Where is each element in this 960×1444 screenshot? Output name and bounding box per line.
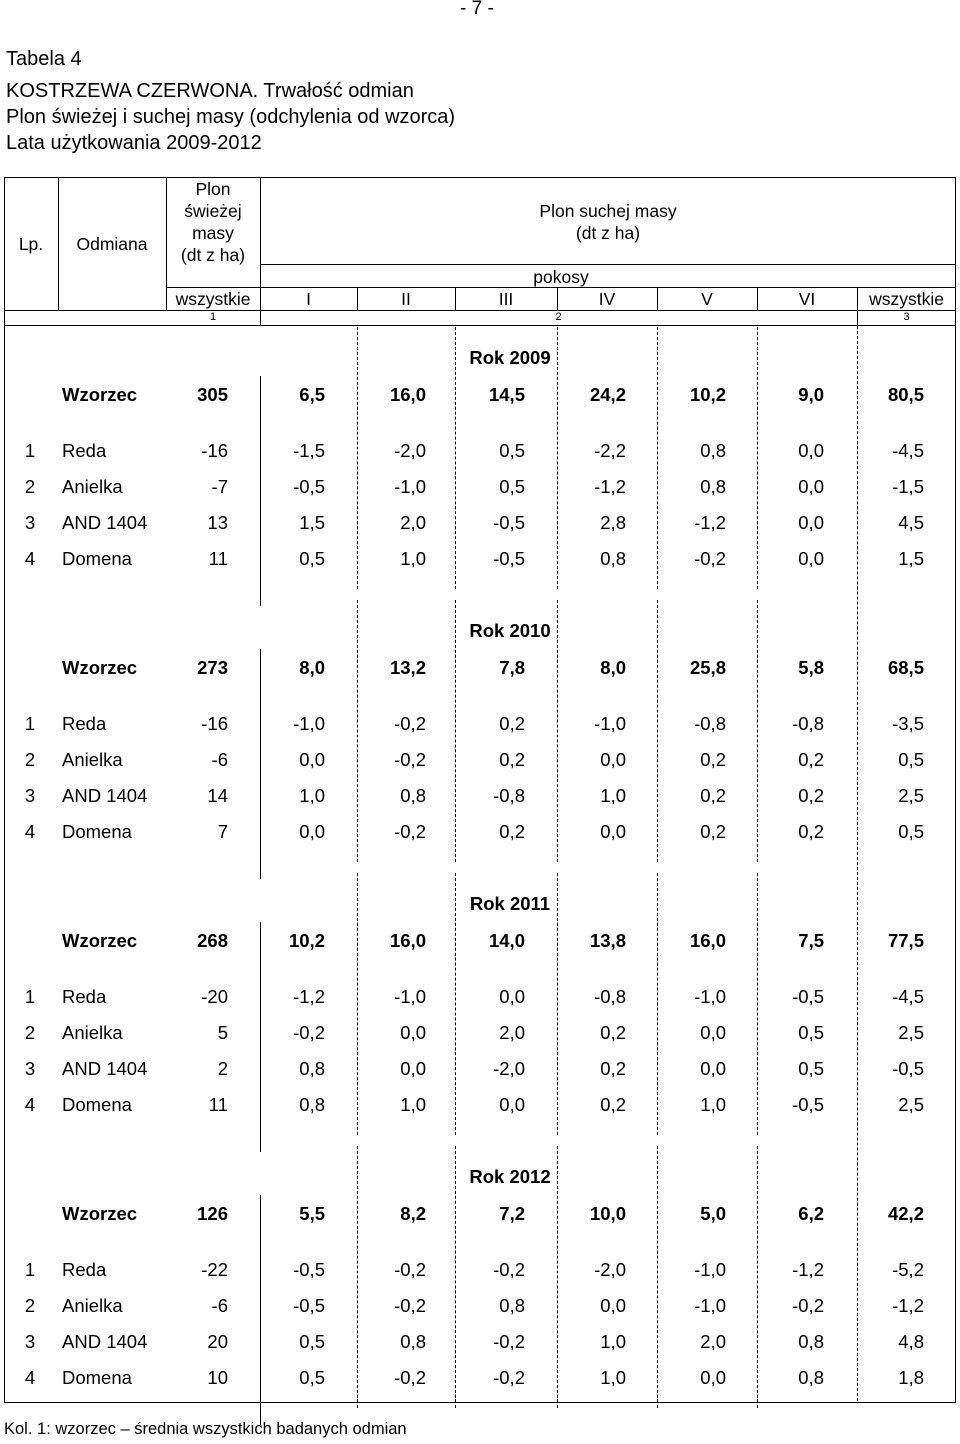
reference-name: Wzorzec: [62, 1203, 138, 1224]
variety-value: 0,8: [400, 1331, 426, 1352]
variety-value: 14: [207, 785, 228, 806]
variety-value: -0,8: [792, 713, 824, 734]
variety-value: 2,0: [400, 512, 426, 533]
variety-value: 2,5: [898, 1022, 924, 1043]
reference-value: 268: [197, 930, 228, 951]
variety-value: 11: [208, 1094, 228, 1115]
variety-value: 0,2: [798, 749, 824, 770]
header-rule-dry: [260, 264, 956, 265]
variety-value: 1,0: [299, 785, 325, 806]
variety-value: -2,0: [394, 440, 426, 461]
footnote: Kol. 1: wzorzec – średnia wszystkich badanych odmian: [4, 1420, 407, 1438]
reference-value: 14,5: [488, 384, 525, 405]
variety-value: 1,0: [400, 548, 426, 569]
variety-value: 1,0: [600, 1331, 626, 1352]
reference-value: 7,5: [798, 930, 824, 951]
variety-value: 0,8: [400, 785, 426, 806]
variety-value: 0,8: [499, 1295, 525, 1316]
header-cut-fresh-all: wszystkie: [175, 289, 251, 309]
variety-value: -0,2: [694, 548, 726, 569]
variety-value: -0,5: [293, 476, 325, 497]
year-heading: Rok 2010: [469, 620, 551, 641]
variety-value: 2,8: [600, 512, 626, 533]
row-number: 1: [24, 713, 36, 734]
variety-value: -1,2: [694, 512, 726, 533]
header-cut-cut-5: V: [701, 289, 713, 309]
variety-value: -1,0: [394, 476, 426, 497]
variety-value: 0,5: [499, 440, 525, 461]
variety-value: 0,0: [499, 986, 525, 1007]
reference-name: Wzorzec: [62, 930, 138, 951]
header-cut-cut-2: II: [401, 289, 411, 309]
variety-value: -0,5: [493, 548, 525, 569]
variety-value: -0,2: [493, 1331, 525, 1352]
variety-value: -0,5: [892, 1058, 924, 1079]
variety-value: 0,5: [798, 1058, 824, 1079]
variety-value: 0,8: [798, 1367, 824, 1388]
variety-name: Anielka: [62, 1022, 123, 1043]
variety-value: 0,5: [499, 476, 525, 497]
table-caption-number: Tabela 4: [6, 48, 82, 70]
variety-value: -1,2: [594, 476, 626, 497]
row-number: 2: [24, 1022, 36, 1043]
table-caption-subtitle: Plon świeżej i suchej masy (odchylenia od wzorca): [6, 106, 456, 128]
variety-value: -1,0: [594, 713, 626, 734]
variety-value: -0,5: [792, 986, 824, 1007]
variety-name: AND 1404: [62, 1331, 148, 1352]
variety-value: 0,2: [600, 1022, 626, 1043]
reference-value: 10,2: [288, 930, 325, 951]
variety-value: -0,8: [493, 785, 525, 806]
column-number-2: 2: [555, 311, 562, 323]
variety-value: -0,2: [394, 749, 426, 770]
variety-value: 0,0: [499, 1094, 525, 1115]
variety-value: -6: [211, 749, 228, 770]
variety-value: 0,5: [299, 1367, 325, 1388]
variety-name: Domena: [62, 548, 132, 569]
column-number-3: 3: [903, 311, 910, 323]
variety-value: 10: [207, 1367, 228, 1388]
variety-value: -1,0: [394, 986, 426, 1007]
variety-value: -1,2: [293, 986, 325, 1007]
variety-name: Anielka: [62, 1295, 123, 1316]
year-heading: Rok 2012: [469, 1166, 551, 1187]
page-number: - 7 -: [460, 0, 494, 19]
reference-value: 5,0: [700, 1203, 726, 1224]
variety-value: -1,0: [694, 986, 726, 1007]
header-cuttings: pokosy: [533, 267, 589, 287]
variety-value: 0,0: [600, 821, 626, 842]
row-number: 3: [24, 512, 36, 533]
column-number-1: 1: [209, 311, 217, 323]
variety-value: -4,5: [892, 986, 924, 1007]
variety-value: -1,5: [892, 476, 924, 497]
variety-value: 0,0: [700, 1058, 726, 1079]
variety-value: 0,2: [600, 1058, 626, 1079]
reference-value: 273: [197, 657, 228, 678]
reference-value: 5,8: [798, 657, 824, 678]
header-fresh-line1: Plon: [195, 179, 231, 199]
variety-value: -4,5: [892, 440, 924, 461]
variety-value: 1,0: [600, 1367, 626, 1388]
header-fresh-line4: (dt z ha): [180, 245, 246, 265]
variety-value: 1,5: [898, 548, 924, 569]
variety-value: -0,5: [493, 512, 525, 533]
variety-value: 0,0: [600, 1295, 626, 1316]
variety-value: -22: [201, 1259, 228, 1280]
variety-value: -0,8: [694, 713, 726, 734]
variety-name: Domena: [62, 1367, 132, 1388]
reference-value: 8,0: [299, 657, 325, 678]
reference-value: 68,5: [887, 657, 924, 678]
variety-value: 0,0: [798, 440, 824, 461]
variety-value: 0,0: [299, 749, 325, 770]
variety-value: 13: [207, 512, 228, 533]
variety-value: 1,0: [400, 1094, 426, 1115]
variety-name: Domena: [62, 1094, 132, 1115]
reference-value: 126: [197, 1203, 228, 1224]
variety-name: Reda: [62, 986, 107, 1007]
variety-value: 0,8: [299, 1058, 325, 1079]
variety-value: 11: [208, 548, 228, 569]
variety-value: -3,5: [892, 713, 924, 734]
variety-value: 0,2: [700, 821, 726, 842]
header-cut-cut-3: III: [498, 289, 514, 309]
variety-value: 0,2: [798, 821, 824, 842]
variety-value: 7: [217, 821, 228, 842]
variety-value: -0,5: [293, 1259, 325, 1280]
variety-value: -1,0: [293, 713, 325, 734]
variety-value: 0,2: [700, 749, 726, 770]
reference-value: 16,0: [689, 930, 726, 951]
year-heading: Rok 2011: [469, 893, 551, 914]
header-dry-line1: Plon suchej masy: [539, 201, 677, 221]
row-number: 1: [24, 1259, 36, 1280]
variety-value: -0,2: [394, 821, 426, 842]
row-number: 1: [24, 986, 36, 1007]
variety-value: -7: [211, 476, 228, 497]
reference-value: 14,0: [488, 930, 525, 951]
variety-value: -0,8: [594, 986, 626, 1007]
variety-name: AND 1404: [62, 785, 148, 806]
variety-value: -1,5: [293, 440, 325, 461]
reference-value: 8,2: [400, 1203, 426, 1224]
variety-value: 20: [207, 1331, 228, 1352]
variety-value: 2,0: [700, 1331, 726, 1352]
variety-value: 0,5: [299, 548, 325, 569]
reference-value: 305: [197, 384, 228, 405]
variety-value: 0,0: [400, 1022, 426, 1043]
variety-value: 0,2: [499, 713, 525, 734]
variety-value: -0,2: [394, 1295, 426, 1316]
reference-value: 13,8: [589, 930, 626, 951]
reference-value: 6,2: [798, 1203, 824, 1224]
variety-name: Anielka: [62, 476, 123, 497]
variety-value: -16: [201, 440, 228, 461]
variety-value: 0,8: [798, 1331, 824, 1352]
variety-value: 1,5: [299, 512, 325, 533]
variety-value: 0,0: [299, 821, 325, 842]
variety-value: 0,8: [700, 440, 726, 461]
variety-value: 0,0: [798, 476, 824, 497]
row-number: 3: [24, 785, 36, 806]
header-cut-cut-1: I: [306, 289, 311, 309]
variety-value: -0,2: [394, 713, 426, 734]
reference-value: 80,5: [887, 384, 924, 405]
table-caption-title: KOSTRZEWA CZERWONA. Trwałość odmian: [6, 80, 414, 102]
variety-name: AND 1404: [62, 512, 148, 533]
variety-value: 1,0: [600, 785, 626, 806]
variety-value: -0,2: [493, 1367, 525, 1388]
year-heading: Rok 2009: [469, 347, 551, 368]
header-rule-numbers: [4, 325, 956, 326]
reference-name: Wzorzec: [62, 657, 138, 678]
reference-value: 77,5: [887, 930, 924, 951]
reference-value: 16,0: [389, 930, 426, 951]
variety-value: 4,8: [898, 1331, 924, 1352]
variety-value: 0,5: [898, 749, 924, 770]
variety-value: 0,8: [700, 476, 726, 497]
row-number: 2: [24, 1295, 36, 1316]
row-number: 3: [24, 1331, 36, 1352]
variety-name: Reda: [62, 1259, 107, 1280]
variety-value: -0,2: [394, 1259, 426, 1280]
variety-value: 0,0: [400, 1058, 426, 1079]
variety-value: 2: [217, 1058, 228, 1079]
variety-value: 1,8: [898, 1367, 924, 1388]
variety-value: 0,2: [499, 821, 525, 842]
header-cut-cut-6: VI: [798, 289, 816, 309]
reference-value: 10,0: [589, 1203, 626, 1224]
header-variety: Odmiana: [76, 234, 148, 254]
variety-value: -0,5: [792, 1094, 824, 1115]
variety-value: -20: [201, 986, 228, 1007]
variety-value: 0,0: [600, 749, 626, 770]
row-number: 4: [24, 1094, 36, 1115]
variety-value: 1,0: [700, 1094, 726, 1115]
variety-value: 0,5: [299, 1331, 325, 1352]
variety-value: -2,0: [493, 1058, 525, 1079]
reference-value: 24,2: [589, 384, 626, 405]
reference-value: 7,8: [499, 657, 525, 678]
reference-value: 16,0: [389, 384, 426, 405]
variety-value: 0,2: [600, 1094, 626, 1115]
variety-value: 2,5: [898, 1094, 924, 1115]
row-number: 2: [24, 476, 36, 497]
row-number: 3: [24, 1058, 36, 1079]
variety-value: -2,2: [594, 440, 626, 461]
reference-value: 8,0: [600, 657, 626, 678]
variety-value: 0,5: [898, 821, 924, 842]
variety-value: 0,2: [700, 785, 726, 806]
variety-value: -1,0: [694, 1295, 726, 1316]
variety-value: -0,5: [293, 1295, 325, 1316]
variety-value: -0,2: [394, 1367, 426, 1388]
variety-value: 0,0: [798, 548, 824, 569]
table-caption-years: Lata użytkowania 2009-2012: [6, 132, 262, 154]
variety-value: -0,2: [493, 1259, 525, 1280]
variety-value: 0,8: [299, 1094, 325, 1115]
variety-value: -0,2: [792, 1295, 824, 1316]
variety-value: 2,0: [499, 1022, 525, 1043]
header-fresh-line2: świeżej: [184, 201, 242, 221]
variety-name: Reda: [62, 440, 107, 461]
reference-value: 10,2: [689, 384, 726, 405]
reference-value: 42,2: [887, 1203, 924, 1224]
variety-value: -1,2: [792, 1259, 824, 1280]
variety-value: 0,5: [798, 1022, 824, 1043]
variety-value: 0,8: [600, 548, 626, 569]
variety-name: Domena: [62, 821, 132, 842]
header-cut-cut-4: IV: [598, 289, 616, 309]
row-number: 4: [24, 548, 36, 569]
reference-value: 6,5: [299, 384, 325, 405]
reference-value: 9,0: [798, 384, 824, 405]
reference-value: 5,5: [299, 1203, 325, 1224]
variety-value: -2,0: [594, 1259, 626, 1280]
header-fresh-line3: masy: [192, 223, 234, 243]
reference-value: 7,2: [499, 1203, 525, 1224]
variety-value: 0,0: [700, 1022, 726, 1043]
header-dry-line2: (dt z ha): [575, 223, 641, 243]
variety-value: -5,2: [892, 1259, 924, 1280]
variety-name: Anielka: [62, 749, 123, 770]
variety-value: 0,0: [798, 512, 824, 533]
header-lp: Lp.: [18, 234, 44, 254]
variety-value: 4,5: [898, 512, 924, 533]
variety-value: -16: [201, 713, 228, 734]
row-number: 1: [24, 440, 36, 461]
variety-value: -0,2: [293, 1022, 325, 1043]
reference-value: 25,8: [689, 657, 726, 678]
row-number: 4: [24, 821, 36, 842]
variety-value: 5: [217, 1022, 228, 1043]
variety-value: 0,2: [798, 785, 824, 806]
variety-value: 0,2: [499, 749, 525, 770]
variety-name: Reda: [62, 713, 107, 734]
header-cut-dry-all: wszystkie: [869, 289, 944, 309]
variety-name: AND 1404: [62, 1058, 148, 1079]
row-number: 4: [24, 1367, 36, 1388]
reference-value: 13,2: [389, 657, 426, 678]
variety-value: -6: [211, 1295, 228, 1316]
variety-value: 0,0: [700, 1367, 726, 1388]
row-number: 2: [24, 749, 36, 770]
variety-value: 2,5: [898, 785, 924, 806]
variety-value: -1,0: [694, 1259, 726, 1280]
reference-name: Wzorzec: [62, 384, 138, 405]
variety-value: -1,2: [892, 1295, 924, 1316]
